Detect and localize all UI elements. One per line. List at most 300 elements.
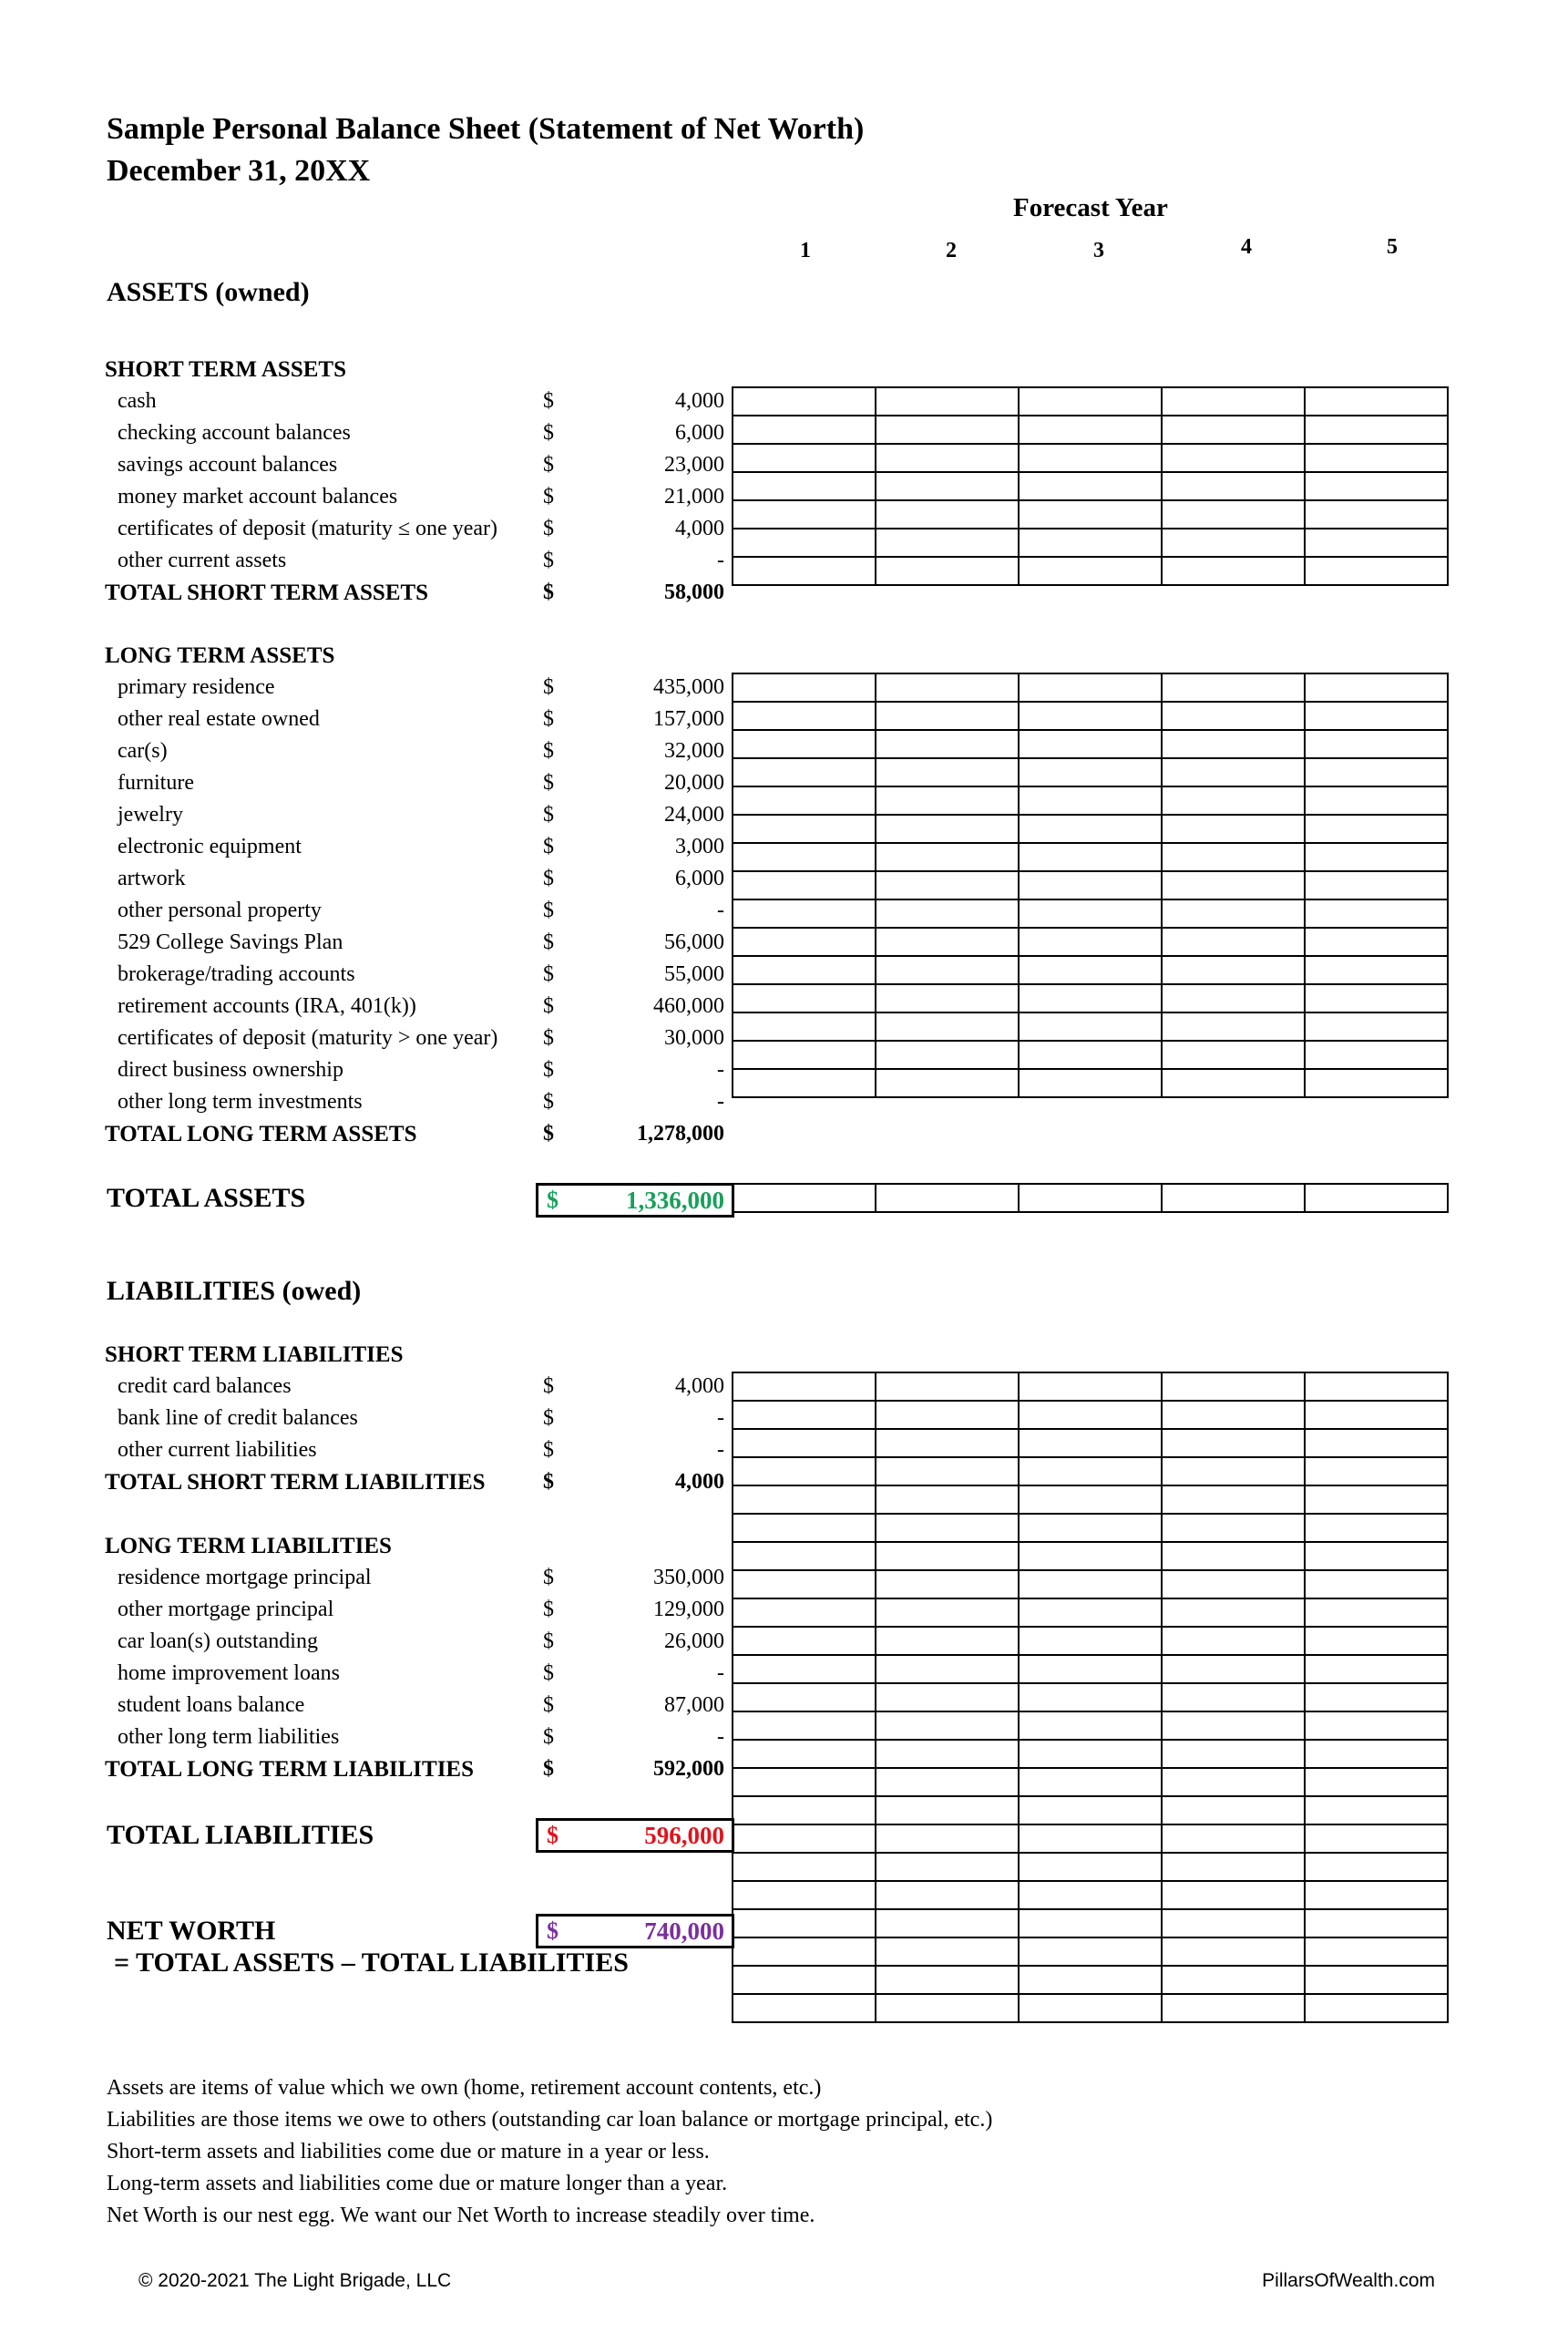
forecast-cell[interactable]: [1162, 758, 1305, 786]
asset-label-cd-long: certificates of deposit (maturity > one year): [118, 1026, 498, 1050]
forecast-cell[interactable]: [1019, 899, 1162, 928]
forecast-cell[interactable]: [1305, 1514, 1448, 1542]
forecast-cell[interactable]: [1305, 1824, 1448, 1853]
forecast-cell[interactable]: [876, 500, 1019, 529]
forecast-cell[interactable]: [733, 1881, 876, 1909]
forecast-cell[interactable]: [1162, 1994, 1305, 2022]
forecast-cell[interactable]: [1019, 1485, 1162, 1514]
forecast-cell[interactable]: [876, 1184, 1019, 1212]
forecast-cell[interactable]: [733, 1824, 876, 1853]
forecast-cell[interactable]: [1305, 1429, 1448, 1457]
forecast-cell[interactable]: [1019, 956, 1162, 984]
liability-value-credit-card: 4,000: [675, 1374, 724, 1398]
forecast-cell[interactable]: [1019, 387, 1162, 416]
forecast-cell[interactable]: [1305, 956, 1448, 984]
forecast-cell[interactable]: [876, 472, 1019, 500]
forecast-cell[interactable]: [1019, 1457, 1162, 1485]
forecast-cell[interactable]: [1019, 673, 1162, 702]
forecast-cell[interactable]: [1162, 1966, 1305, 1994]
forecast-cell[interactable]: [1162, 843, 1305, 871]
forecast-cell[interactable]: [733, 871, 876, 899]
forecast-cell[interactable]: [1019, 557, 1162, 585]
forecast-cell[interactable]: [1305, 730, 1448, 758]
forecast-cell[interactable]: [1305, 1966, 1448, 1994]
forecast-cell[interactable]: [733, 1937, 876, 1966]
currency-sign: $: [547, 1822, 559, 1848]
forecast-cell[interactable]: [876, 1909, 1019, 1937]
forecast-cell[interactable]: [876, 1570, 1019, 1598]
forecast-cell[interactable]: [733, 758, 876, 786]
asset-label-artwork: artwork: [118, 867, 186, 890]
forecast-cell[interactable]: [876, 1627, 1019, 1655]
forecast-cell[interactable]: [876, 899, 1019, 928]
forecast-cell[interactable]: [1019, 1012, 1162, 1041]
liability-value-other-long-term: -: [717, 1725, 724, 1749]
forecast-cell[interactable]: [1162, 1012, 1305, 1041]
forecast-cell[interactable]: [733, 1012, 876, 1041]
forecast-cell[interactable]: [1305, 1184, 1448, 1212]
asset-value-other-personal-property: -: [717, 899, 724, 922]
forecast-cell[interactable]: [876, 1485, 1019, 1514]
forecast-cell[interactable]: [733, 500, 876, 529]
forecast-cell[interactable]: [1305, 702, 1448, 730]
forecast-cell[interactable]: [876, 1937, 1019, 1966]
forecast-cell[interactable]: [1019, 1570, 1162, 1598]
forecast-cell[interactable]: [1162, 557, 1305, 585]
total-liabilities-value: 596,000: [644, 1822, 724, 1849]
forecast-cell[interactable]: [876, 1740, 1019, 1768]
forecast-cell[interactable]: [1019, 444, 1162, 472]
forecast-cell[interactable]: [1019, 730, 1162, 758]
forecast-cell[interactable]: [733, 1429, 876, 1457]
net-worth-formula: = TOTAL ASSETS – TOTAL LIABILITIES: [114, 1948, 629, 1978]
forecast-cell[interactable]: [876, 956, 1019, 984]
forecast-cell[interactable]: [1305, 1796, 1448, 1824]
forecast-cell[interactable]: [1305, 1457, 1448, 1485]
forecast-cell[interactable]: [1019, 1598, 1162, 1627]
forecast-cell[interactable]: [876, 1711, 1019, 1740]
forecast-cell[interactable]: [1162, 956, 1305, 984]
currency-sign: $: [543, 771, 554, 795]
forecast-cell[interactable]: [1019, 1909, 1162, 1937]
forecast-cell[interactable]: [1162, 1853, 1305, 1881]
forecast-cell[interactable]: [733, 1372, 876, 1401]
footer-site-link[interactable]: PillarsOfWealth.com: [1262, 2270, 1435, 2291]
forecast-cell[interactable]: [1019, 1740, 1162, 1768]
forecast-cell[interactable]: [1019, 416, 1162, 444]
forecast-cell[interactable]: [1162, 416, 1305, 444]
forecast-cell[interactable]: [1162, 1570, 1305, 1598]
total-short-term-assets-value: 58,000: [664, 581, 724, 604]
forecast-cell[interactable]: [1162, 1514, 1305, 1542]
forecast-cell[interactable]: [1305, 1542, 1448, 1570]
currency-sign: $: [543, 1757, 554, 1781]
note-net-worth: Net Worth is our nest egg. We want our Net Worth to increase steadily over time.: [107, 2204, 815, 2227]
currency-sign: $: [543, 1438, 554, 1462]
forecast-cell[interactable]: [1305, 1909, 1448, 1937]
forecast-cell[interactable]: [876, 1514, 1019, 1542]
total-long-term-liabilities-value: 592,000: [653, 1757, 724, 1781]
forecast-cell[interactable]: [1019, 871, 1162, 899]
total-liabilities-label: TOTAL LIABILITIES: [107, 1820, 374, 1850]
long-term-assets-heading: LONG TERM ASSETS: [105, 643, 335, 668]
forecast-cell[interactable]: [1162, 444, 1305, 472]
forecast-cell[interactable]: [1019, 529, 1162, 557]
forecast-cell[interactable]: [1305, 1937, 1448, 1966]
footer-copyright: © 2020-2021 The Light Brigade, LLC: [138, 2270, 452, 2291]
forecast-cell[interactable]: [1162, 1881, 1305, 1909]
currency-sign: $: [543, 1629, 554, 1653]
forecast-cell[interactable]: [733, 815, 876, 843]
forecast-cell[interactable]: [1162, 815, 1305, 843]
forecast-cell[interactable]: [1019, 1711, 1162, 1740]
forecast-cell[interactable]: [1162, 1485, 1305, 1514]
forecast-cell[interactable]: [876, 815, 1019, 843]
forecast-cell[interactable]: [733, 956, 876, 984]
currency-sign: $: [543, 1058, 554, 1082]
asset-label-other-real-estate: other real estate owned: [118, 707, 320, 731]
asset-label-cd-short: certificates of deposit (maturity ≤ one year): [118, 517, 497, 540]
asset-label-other-long-term: other long term investments: [118, 1090, 363, 1114]
forecast-cell[interactable]: [1305, 1853, 1448, 1881]
forecast-cell[interactable]: [876, 1401, 1019, 1429]
forecast-cell[interactable]: [1162, 786, 1305, 815]
forecast-cell[interactable]: [1305, 557, 1448, 585]
total-short-term-liabilities-value: 4,000: [675, 1470, 724, 1494]
forecast-cell[interactable]: [1019, 472, 1162, 500]
forecast-cell[interactable]: [876, 984, 1019, 1012]
forecast-cell[interactable]: [1305, 1570, 1448, 1598]
forecast-cell[interactable]: [876, 928, 1019, 956]
forecast-cell[interactable]: [733, 1542, 876, 1570]
asset-label-business-ownership: direct business ownership: [118, 1058, 343, 1082]
forecast-cell[interactable]: [1162, 1909, 1305, 1937]
forecast-cell[interactable]: [733, 1994, 876, 2022]
forecast-cell[interactable]: [1305, 1740, 1448, 1768]
forecast-cell[interactable]: [1162, 1598, 1305, 1627]
asset-value-money-market: 21,000: [664, 485, 724, 509]
currency-sign: $: [543, 994, 554, 1018]
forecast-cell[interactable]: [876, 730, 1019, 758]
forecast-cell[interactable]: [876, 1796, 1019, 1824]
asset-label-savings: savings account balances: [118, 453, 338, 477]
forecast-cell[interactable]: [1305, 1881, 1448, 1909]
liability-value-other-mortgage: 129,000: [653, 1598, 724, 1621]
forecast-cell[interactable]: [1305, 843, 1448, 871]
forecast-year-3: 3: [1093, 239, 1104, 262]
forecast-cell[interactable]: [1019, 1372, 1162, 1401]
forecast-cell[interactable]: [1305, 529, 1448, 557]
forecast-cell[interactable]: [1305, 387, 1448, 416]
forecast-cell[interactable]: [876, 871, 1019, 899]
forecast-cell[interactable]: [1162, 673, 1305, 702]
forecast-cell[interactable]: [1019, 1683, 1162, 1711]
forecast-cell[interactable]: [1162, 984, 1305, 1012]
forecast-year-5: 5: [1387, 235, 1398, 259]
currency-sign: $: [543, 1470, 554, 1494]
forecast-cell[interactable]: [1305, 472, 1448, 500]
forecast-cell[interactable]: [733, 1711, 876, 1740]
liability-value-home-improvement: -: [717, 1661, 724, 1685]
forecast-cell[interactable]: [1305, 1627, 1448, 1655]
forecast-cell[interactable]: [733, 1514, 876, 1542]
forecast-cell[interactable]: [876, 1853, 1019, 1881]
forecast-cell[interactable]: [733, 1627, 876, 1655]
forecast-cell[interactable]: [1019, 1627, 1162, 1655]
total-assets-value: 1,336,000: [626, 1187, 724, 1214]
forecast-cell[interactable]: [1162, 871, 1305, 899]
forecast-cell[interactable]: [1019, 1966, 1162, 1994]
note-long-term: Long-term assets and liabilities come due or mature longer than a year.: [107, 2172, 728, 2195]
forecast-cell[interactable]: [876, 786, 1019, 815]
note-short-term: Short-term assets and liabilities come due or mature in a year or less.: [107, 2140, 710, 2163]
forecast-cell[interactable]: [1162, 1542, 1305, 1570]
forecast-cell[interactable]: [1019, 1937, 1162, 1966]
liability-label-line-of-credit: bank line of credit balances: [118, 1406, 358, 1430]
forecast-cell[interactable]: [733, 928, 876, 956]
asset-label-cash: cash: [118, 389, 157, 413]
forecast-cell[interactable]: [733, 1598, 876, 1627]
asset-value-checking: 6,000: [675, 421, 724, 445]
forecast-cell[interactable]: [1019, 1768, 1162, 1796]
asset-value-other-real-estate: 157,000: [653, 707, 724, 731]
forecast-cell[interactable]: [733, 1796, 876, 1824]
forecast-cell[interactable]: [876, 416, 1019, 444]
forecast-cell[interactable]: [1019, 843, 1162, 871]
forecast-cell[interactable]: [1162, 1457, 1305, 1485]
forecast-cell[interactable]: [876, 1429, 1019, 1457]
liability-value-residence-mortgage: 350,000: [653, 1566, 724, 1589]
currency-sign: $: [543, 962, 554, 986]
forecast-cell[interactable]: [733, 472, 876, 500]
forecast-cell[interactable]: [1162, 1711, 1305, 1740]
forecast-cell[interactable]: [1019, 1824, 1162, 1853]
currency-sign: $: [543, 1122, 554, 1146]
net-worth-value: 740,000: [644, 1917, 724, 1945]
forecast-cell[interactable]: [1162, 1041, 1305, 1069]
forecast-cell[interactable]: [1162, 899, 1305, 928]
total-assets-label: TOTAL ASSETS: [107, 1183, 306, 1213]
forecast-cell[interactable]: [1305, 1041, 1448, 1069]
forecast-cell[interactable]: [876, 1881, 1019, 1909]
forecast-cell[interactable]: [876, 843, 1019, 871]
forecast-cell[interactable]: [1305, 1994, 1448, 2022]
forecast-cell[interactable]: [876, 1994, 1019, 2022]
currency-sign: $: [543, 517, 554, 540]
forecast-cell[interactable]: [1305, 758, 1448, 786]
forecast-cell[interactable]: [733, 1853, 876, 1881]
liability-value-car-loans: 26,000: [664, 1629, 724, 1653]
forecast-cell[interactable]: [1305, 1711, 1448, 1740]
forecast-cell[interactable]: [1305, 1655, 1448, 1683]
forecast-cell[interactable]: [733, 1041, 876, 1069]
forecast-cell[interactable]: [1162, 730, 1305, 758]
forecast-cell[interactable]: [1305, 1401, 1448, 1429]
forecast-cell[interactable]: [1305, 1598, 1448, 1627]
asset-value-529-plan: 56,000: [664, 930, 724, 954]
asset-value-cars: 32,000: [664, 739, 724, 763]
forecast-cell[interactable]: [1162, 1627, 1305, 1655]
forecast-cell[interactable]: [876, 1768, 1019, 1796]
forecast-cell[interactable]: [1019, 1994, 1162, 2022]
forecast-cell[interactable]: [1162, 1401, 1305, 1429]
asset-value-other-long-term: -: [717, 1090, 724, 1114]
forecast-cell[interactable]: [1305, 984, 1448, 1012]
forecast-cell[interactable]: [1162, 472, 1305, 500]
currency-sign: $: [543, 1374, 554, 1398]
forecast-cell[interactable]: [733, 984, 876, 1012]
currency-sign: $: [543, 1406, 554, 1430]
forecast-cell[interactable]: [1019, 1041, 1162, 1069]
forecast-cell[interactable]: [733, 1401, 876, 1429]
asset-value-artwork: 6,000: [675, 867, 724, 890]
forecast-cell[interactable]: [1162, 1655, 1305, 1683]
forecast-cell[interactable]: [876, 1966, 1019, 1994]
forecast-cell[interactable]: [1305, 815, 1448, 843]
forecast-cell[interactable]: [1019, 815, 1162, 843]
forecast-cell[interactable]: [876, 758, 1019, 786]
forecast-cell[interactable]: [876, 387, 1019, 416]
forecast-cell[interactable]: [1019, 1655, 1162, 1683]
liabilities-heading: LIABILITIES (owed): [107, 1276, 362, 1306]
forecast-cell[interactable]: [1019, 702, 1162, 730]
forecast-cell[interactable]: [1162, 1768, 1305, 1796]
forecast-cell[interactable]: [733, 1457, 876, 1485]
forecast-cell[interactable]: [1305, 899, 1448, 928]
forecast-cell[interactable]: [733, 387, 876, 416]
forecast-cell[interactable]: [1305, 500, 1448, 529]
forecast-cell[interactable]: [733, 1966, 876, 1994]
forecast-cell[interactable]: [876, 1683, 1019, 1711]
forecast-cell[interactable]: [733, 1909, 876, 1937]
forecast-cell[interactable]: [733, 416, 876, 444]
forecast-cell[interactable]: [1305, 1768, 1448, 1796]
forecast-cell[interactable]: [1019, 1184, 1162, 1212]
forecast-cell[interactable]: [1019, 500, 1162, 529]
forecast-cell[interactable]: [1305, 1683, 1448, 1711]
forecast-cell[interactable]: [1305, 1372, 1448, 1401]
forecast-cell[interactable]: [1162, 1429, 1305, 1457]
asset-value-jewelry: 24,000: [664, 803, 724, 827]
asset-label-money-market: money market account balances: [118, 485, 398, 509]
forecast-cell[interactable]: [1019, 1069, 1162, 1097]
forecast-cell[interactable]: [733, 843, 876, 871]
forecast-cell[interactable]: [733, 444, 876, 472]
forecast-cell[interactable]: [1162, 702, 1305, 730]
forecast-cell[interactable]: [1162, 500, 1305, 529]
forecast-cell[interactable]: [733, 1740, 876, 1768]
asset-label-brokerage: brokerage/trading accounts: [118, 962, 355, 986]
forecast-cell[interactable]: [876, 1069, 1019, 1097]
forecast-cell[interactable]: [1162, 1937, 1305, 1966]
forecast-cell[interactable]: [1162, 387, 1305, 416]
forecast-cell[interactable]: [1019, 1796, 1162, 1824]
forecast-cell[interactable]: [876, 1012, 1019, 1041]
forecast-cell[interactable]: [876, 1655, 1019, 1683]
liability-label-other-long-term: other long term liabilities: [118, 1725, 340, 1749]
forecast-cell[interactable]: [1019, 1429, 1162, 1457]
forecast-cell[interactable]: [733, 1768, 876, 1796]
forecast-cell[interactable]: [1019, 1542, 1162, 1570]
currency-sign: $: [543, 485, 554, 509]
forecast-cell[interactable]: [1019, 984, 1162, 1012]
forecast-cell[interactable]: [876, 1457, 1019, 1485]
forecast-cell[interactable]: [1162, 529, 1305, 557]
forecast-cell[interactable]: [1019, 1853, 1162, 1881]
forecast-cell[interactable]: [733, 1184, 876, 1212]
forecast-cell[interactable]: [1305, 786, 1448, 815]
forecast-cell[interactable]: [876, 444, 1019, 472]
currency-sign: $: [543, 1090, 554, 1114]
forecast-cell[interactable]: [1305, 928, 1448, 956]
forecast-cell[interactable]: [876, 1542, 1019, 1570]
forecast-cell[interactable]: [1162, 1740, 1305, 1768]
forecast-cell[interactable]: [1019, 928, 1162, 956]
forecast-cell[interactable]: [876, 702, 1019, 730]
forecast-cell[interactable]: [1305, 1069, 1448, 1097]
forecast-cell[interactable]: [876, 673, 1019, 702]
forecast-cell[interactable]: [733, 1655, 876, 1683]
forecast-cell[interactable]: [733, 673, 876, 702]
asset-label-furniture: furniture: [118, 771, 194, 795]
forecast-cell[interactable]: [876, 1598, 1019, 1627]
forecast-cell[interactable]: [733, 1683, 876, 1711]
forecast-cell[interactable]: [733, 557, 876, 585]
forecast-cell[interactable]: [1305, 444, 1448, 472]
asset-label-checking: checking account balances: [118, 421, 351, 445]
forecast-cell[interactable]: [1162, 1069, 1305, 1097]
forecast-cell[interactable]: [1019, 758, 1162, 786]
forecast-cell[interactable]: [1019, 1514, 1162, 1542]
total-long-term-assets-label: TOTAL LONG TERM ASSETS: [105, 1122, 417, 1146]
forecast-cell[interactable]: [1162, 1796, 1305, 1824]
forecast-cell[interactable]: [876, 1041, 1019, 1069]
forecast-cell[interactable]: [876, 557, 1019, 585]
forecast-cell[interactable]: [733, 730, 876, 758]
forecast-cell[interactable]: [1305, 416, 1448, 444]
forecast-cell[interactable]: [733, 1570, 876, 1598]
forecast-cell[interactable]: [1305, 1012, 1448, 1041]
forecast-cell[interactable]: [1305, 871, 1448, 899]
forecast-cell[interactable]: [1305, 673, 1448, 702]
forecast-cell[interactable]: [733, 1485, 876, 1514]
forecast-cell[interactable]: [733, 899, 876, 928]
forecast-cell[interactable]: [1162, 928, 1305, 956]
long-term-liabilities-heading: LONG TERM LIABILITIES: [105, 1534, 392, 1558]
forecast-cell[interactable]: [733, 786, 876, 815]
forecast-cell[interactable]: [876, 1824, 1019, 1853]
currency-sign: $: [547, 1917, 559, 1944]
page-title: Sample Personal Balance Sheet (Statement of Net Worth): [107, 112, 865, 146]
forecast-cell[interactable]: [1019, 786, 1162, 815]
currency-sign: $: [543, 899, 554, 922]
forecast-cell[interactable]: [876, 529, 1019, 557]
forecast-cell[interactable]: [733, 702, 876, 730]
asset-label-529-plan: 529 College Savings Plan: [118, 930, 343, 954]
forecast-cell[interactable]: [1162, 1372, 1305, 1401]
liability-label-student-loans: student loans balance: [118, 1693, 305, 1717]
currency-sign: $: [543, 930, 554, 954]
forecast-cell[interactable]: [876, 1372, 1019, 1401]
forecast-cell[interactable]: [1162, 1824, 1305, 1853]
forecast-cell[interactable]: [1019, 1881, 1162, 1909]
forecast-cell[interactable]: [1162, 1184, 1305, 1212]
forecast-cell[interactable]: [1162, 1683, 1305, 1711]
forecast-cell[interactable]: [733, 1069, 876, 1097]
forecast-cell[interactable]: [1305, 1485, 1448, 1514]
forecast-cell[interactable]: [1019, 1401, 1162, 1429]
forecast-cell[interactable]: [733, 529, 876, 557]
